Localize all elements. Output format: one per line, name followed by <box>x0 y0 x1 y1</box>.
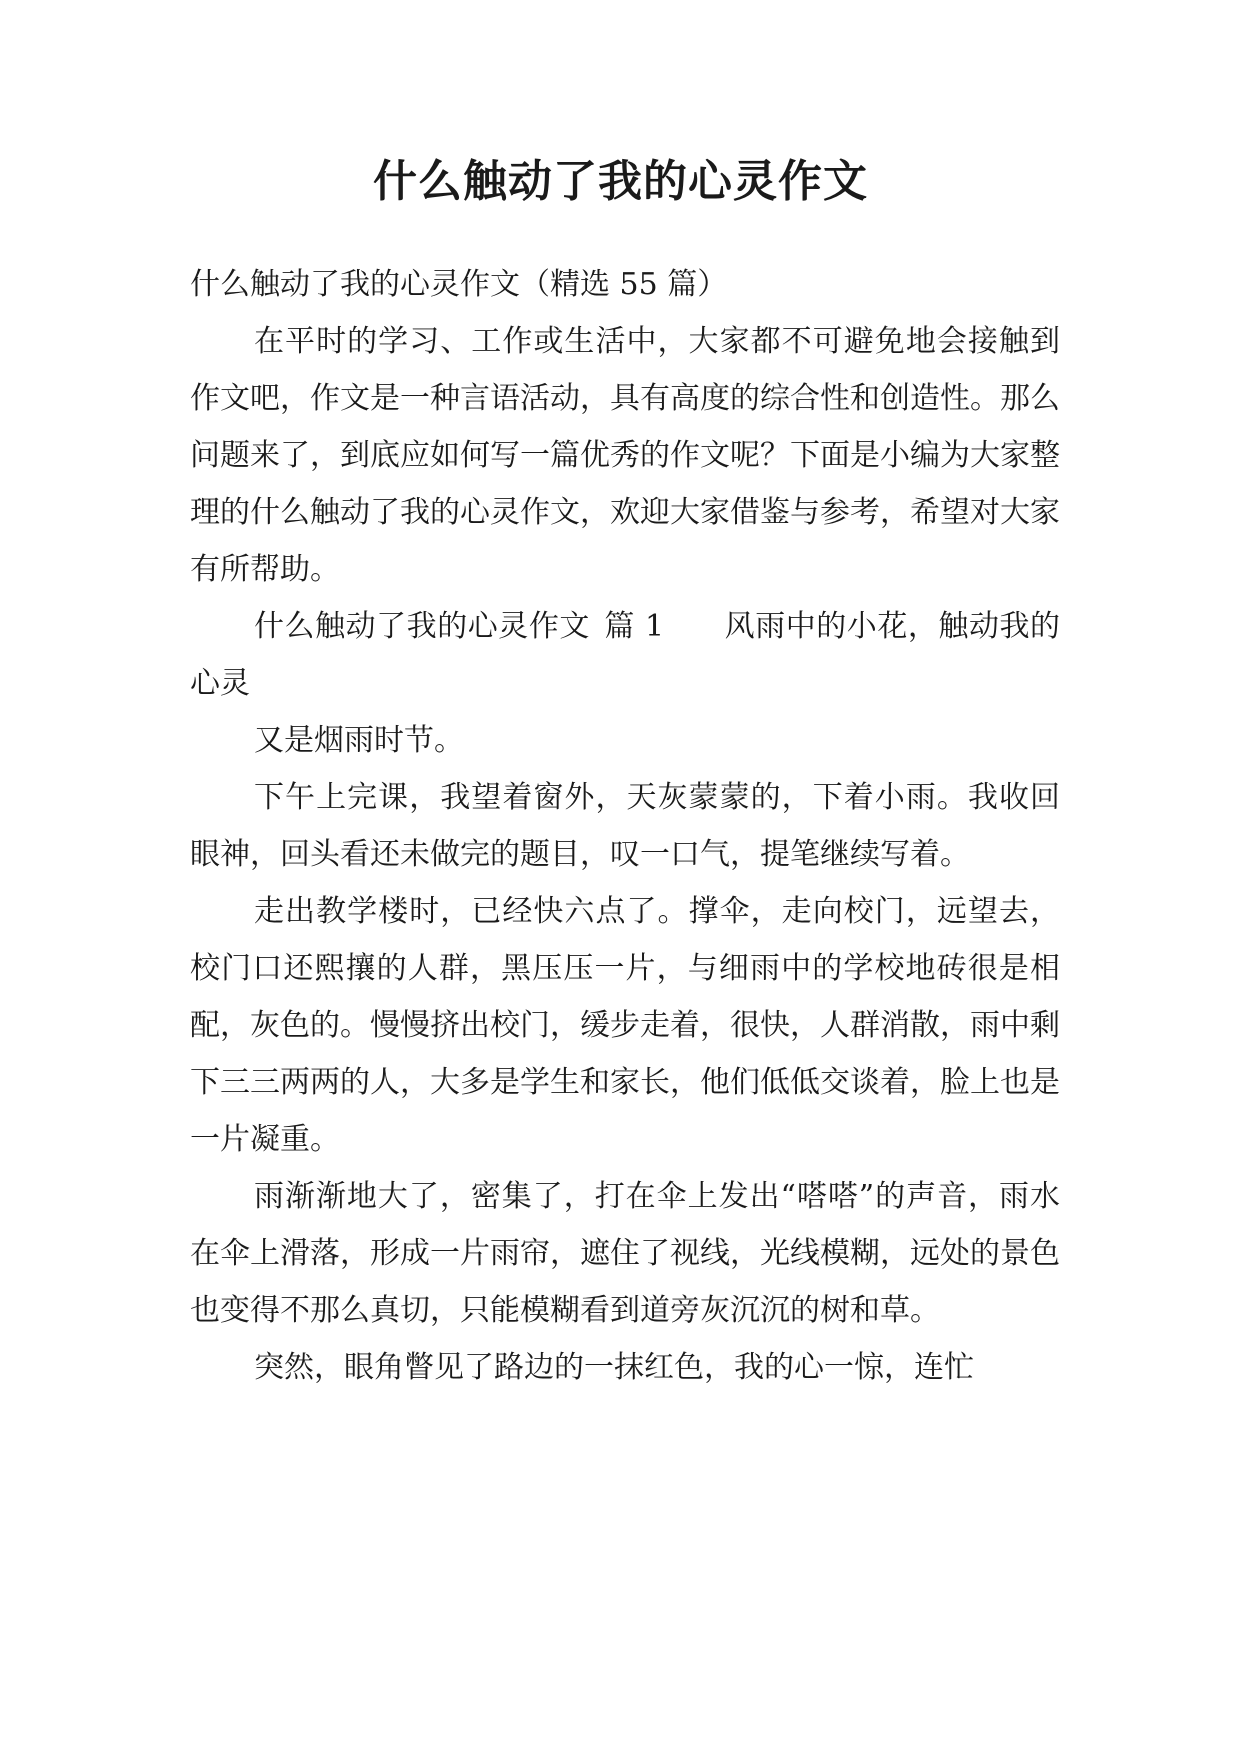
document-subtitle: 什么触动了我的心灵作文（精选 55 篇） <box>190 267 728 302</box>
section-label: 什么触动了我的心灵作文 <box>254 609 590 644</box>
document-title: 什么触动了我的心灵作文 <box>373 156 868 207</box>
body-paragraph: 走出教学楼时，已经快六点了。撑伞，走向校门，远望去，校门口还熙攘的人群，黑压压一片，与细雨中的学校地砖很是相配，灰色的。慢慢挤出校门，缓步走着，很快，人群消散，雨中剩下三三两两的人，大多是学生和家长，他们低低交谈着，脸上也是一片凝重。 <box>190 894 1060 1157</box>
body-paragraph: 突然，眼角瞥见了路边的一抹红色，我的心一惊，连忙 <box>254 1350 974 1385</box>
section-heading-line <box>190 598 1060 712</box>
document-body <box>190 256 1060 1396</box>
body-paragraph: 雨渐渐地大了，密集了，打在伞上发出“嗒嗒”的声音，雨水在伞上滑落，形成一片雨帘，遮住了视线，光线模糊，远处的景色也变得不那么真切，只能模糊看到道旁灰沉沉的树和草。 <box>190 1179 1060 1328</box>
body-paragraph: 又是烟雨时节。 <box>254 723 464 758</box>
section-number: 篇 1 <box>603 609 665 644</box>
intro-paragraph: 在平时的学习、工作或生活中，大家都不可避免地会接触到作文吧，作文是一种言语活动，具有高度的综合性和创造性。那么问题来了，到底应如何写一篇优秀的作文呢？下面是小编为大家整理的什么触动了我的心灵作文，欢迎大家借鉴与参考，希望对大家有所帮助。 <box>190 324 1060 587</box>
section-heading: 风雨中的小花，触动我的心灵 <box>190 609 1061 701</box>
body-paragraph: 下午上完课，我望着窗外，天灰蒙蒙的，下着小雨。我收回眼神，回头看还未做完的题目，叹一口气，提笔继续写着。 <box>190 780 1060 872</box>
